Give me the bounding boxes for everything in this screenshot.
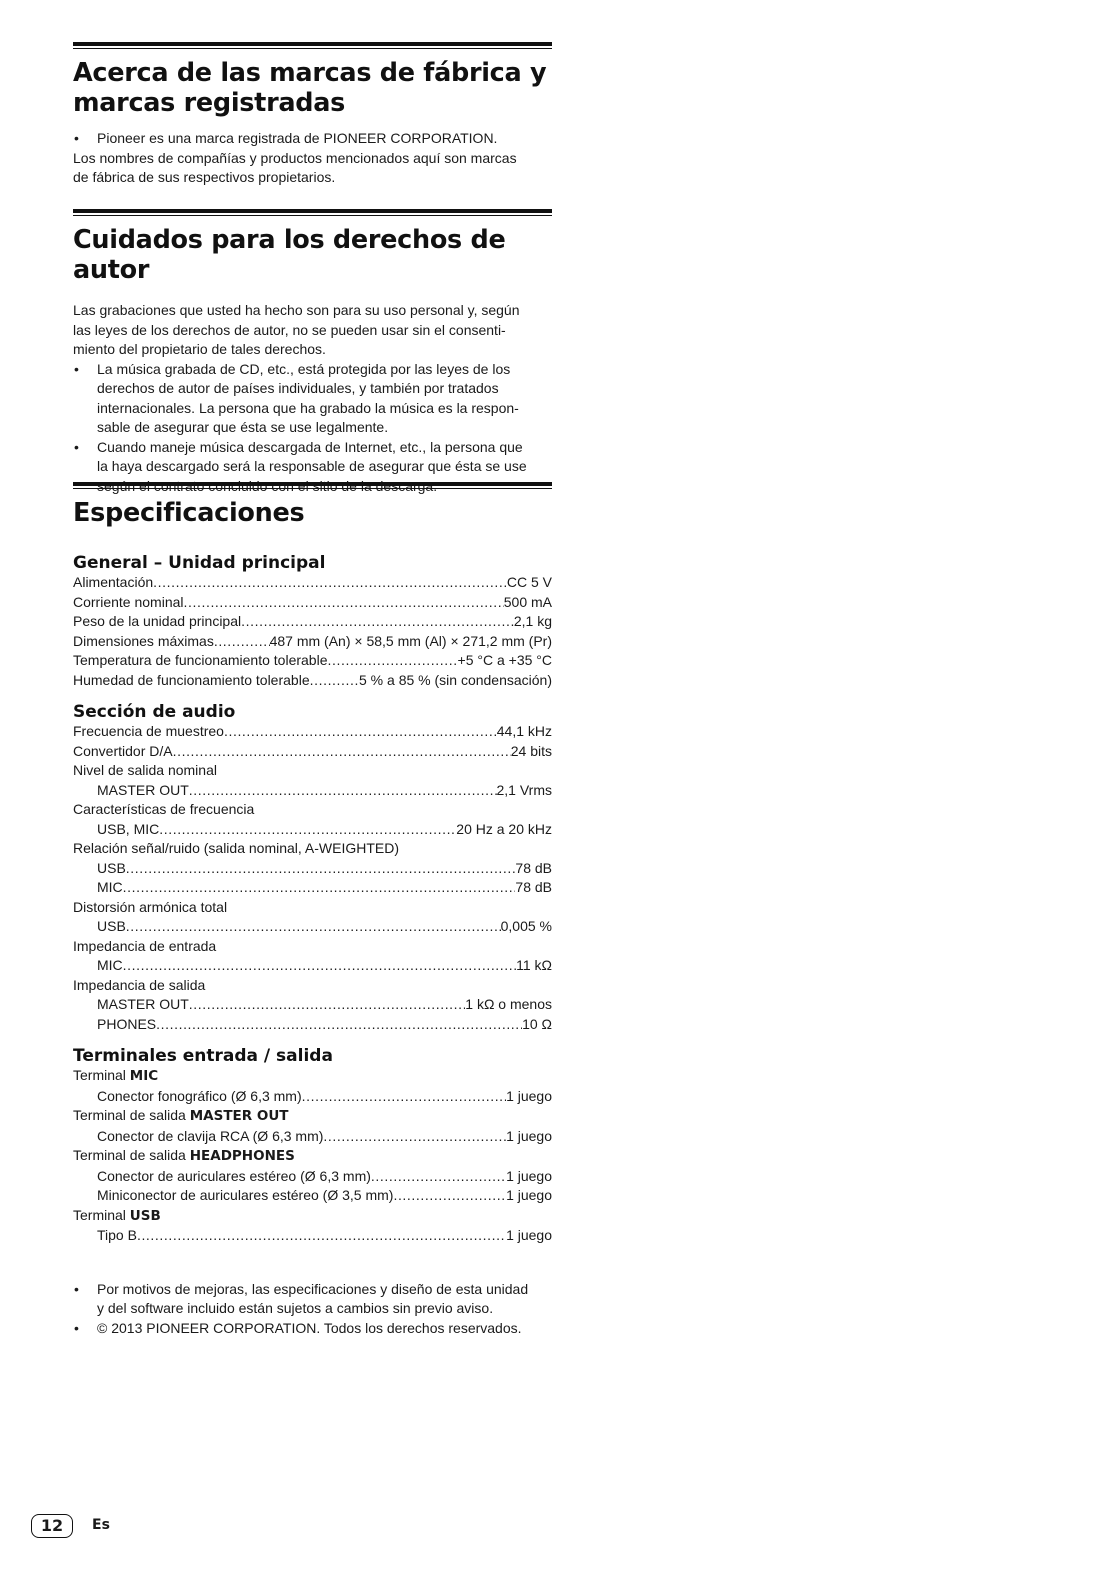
language-code: Es bbox=[92, 1517, 110, 1533]
spec-group-label: Relación señal/ruido (salida nominal, A-WEIGHTED) bbox=[73, 840, 400, 856]
spec-row: Conector de clavija RCA (Ø 6,3 mm) ..... 1 juego bbox=[73, 1127, 552, 1147]
spec-row: MIC ..... 78 dB bbox=[73, 878, 552, 898]
section-title: Cuidados para los derechos de autor bbox=[73, 225, 506, 285]
spec-group-label: Distorsión armónica total bbox=[73, 898, 228, 915]
general-spec-list bbox=[73, 573, 552, 690]
spec-row: Conector de auriculares estéreo (Ø 6,3 mm) ..... 1 juego bbox=[73, 1167, 552, 1187]
section-rule bbox=[73, 209, 552, 216]
spec-group-label: Nivel de salida nominal bbox=[73, 762, 217, 778]
spec-row: Alimentación ..... CC 5 V bbox=[73, 573, 552, 593]
spec-row: Convertidor D/A ..... 24 bits bbox=[73, 742, 552, 762]
spec-row: USB ..... 78 dB bbox=[73, 859, 552, 879]
spec-row: PHONES ..... 10 Ω bbox=[73, 1015, 552, 1035]
spec-row: Temperatura de funcionamiento tolerable ..... +5 °C a +35 °C bbox=[73, 651, 552, 671]
spec-row: USB, MIC ..... 20 Hz a 20 kHz bbox=[73, 820, 552, 840]
spec-row: Conector fonográfico (Ø 6,3 mm) ..... 1 juego bbox=[73, 1087, 552, 1107]
bullet-icon: • bbox=[74, 130, 79, 146]
spec-group-label: Impedancia de salida bbox=[73, 976, 206, 993]
paragraph: Las grabaciones que usted ha hecho son para su uso personal y, según las leyes de los derechos de autor, no se pueden usar sin el consenti- miento del propietario de tales derechos. bbox=[73, 302, 520, 357]
specifications-section bbox=[73, 482, 552, 1338]
bullet-item: • Por motivos de mejoras, las especificaciones y diseño de esta unidad y del software incluido están sujetos a cambios sin previo aviso. bbox=[74, 1280, 529, 1316]
section-rule bbox=[73, 482, 552, 489]
bullet-icon: • bbox=[74, 1319, 79, 1336]
spec-row: Dimensiones máximas ..... 487 mm (An) × 58,5 mm (Al) × 271,2 mm (Pr) bbox=[73, 632, 552, 652]
subsection-heading: Sección de audio bbox=[73, 702, 236, 722]
bullet-icon: • bbox=[74, 1280, 79, 1297]
trademarks-section bbox=[73, 42, 552, 188]
spec-row: Frecuencia de muestreo ..... 44,1 kHz bbox=[73, 722, 552, 742]
terminal-label: Terminal MIC bbox=[73, 1067, 159, 1084]
section-title: Especificaciones bbox=[73, 498, 305, 528]
bullet-icon: • bbox=[74, 360, 79, 377]
spec-row: Peso de la unidad principal ..... 2,1 kg bbox=[73, 612, 552, 632]
spec-row: MIC ..... 11 kΩ bbox=[73, 956, 552, 976]
terminals-spec-list bbox=[73, 1066, 552, 1246]
copyright-section bbox=[73, 209, 552, 496]
spec-group-label: Impedancia de entrada bbox=[73, 937, 217, 954]
bullet-item: • La música grabada de CD, etc., está protegida por las leyes de los derechos de autor de países individuales, y también por tratados internacionales. La persona que ha grabado la música es la respon- sable de asegurar que ésta se use legalmente. bbox=[74, 360, 519, 435]
bullet-item: • Pioneer es una marca registrada de PIONEER CORPORATION. bbox=[73, 129, 552, 149]
spec-row: USB ..... 0,005 % bbox=[73, 917, 552, 937]
spec-row: Humedad de funcionamiento tolerable ..... 5 % a 85 % (sin condensación) bbox=[73, 671, 552, 691]
page-number: 12 bbox=[31, 1514, 73, 1538]
terminal-label: Terminal USB bbox=[73, 1206, 161, 1224]
spec-row: Tipo B ..... 1 juego bbox=[73, 1226, 552, 1246]
terminal-label: Terminal de salida HEADPHONES bbox=[73, 1147, 295, 1164]
subsection-heading: General – Unidad principal bbox=[73, 553, 326, 573]
spec-row: MASTER OUT ..... 1 kΩ o menos bbox=[73, 995, 552, 1015]
subsection-heading: Terminales entrada / salida bbox=[73, 1046, 333, 1066]
bullet-item: • © 2013 PIONEER CORPORATION. Todos los derechos reservados. bbox=[73, 1319, 552, 1339]
spec-row: Miniconector de auriculares estéreo (Ø 3,5 mm) ..... 1 juego bbox=[73, 1186, 552, 1206]
spec-row: MASTER OUT ..... 2,1 Vrms bbox=[73, 781, 552, 801]
spec-row: Corriente nominal ..... 500 mA bbox=[73, 593, 552, 613]
section-title: Acerca de las marcas de fábrica y marcas registradas bbox=[73, 58, 547, 118]
paragraph: Los nombres de compañías y productos mencionados aquí son marcas de fábrica de sus respectivos propietarios. bbox=[73, 149, 517, 185]
audio-spec-list bbox=[73, 722, 552, 1034]
bullet-item: • Cuando maneje música descargada de Internet, etc., la persona que la haya descargado será la responsable de asegurar que ésta se use según el contrato concluido con el sitio de la descarga. bbox=[74, 438, 527, 494]
section-rule bbox=[73, 42, 552, 49]
terminal-label: Terminal de salida MASTER OUT bbox=[73, 1107, 289, 1124]
bullet-icon: • bbox=[74, 438, 79, 455]
notes-list bbox=[73, 1280, 552, 1339]
spec-group-label: Características de frecuencia bbox=[73, 801, 255, 817]
